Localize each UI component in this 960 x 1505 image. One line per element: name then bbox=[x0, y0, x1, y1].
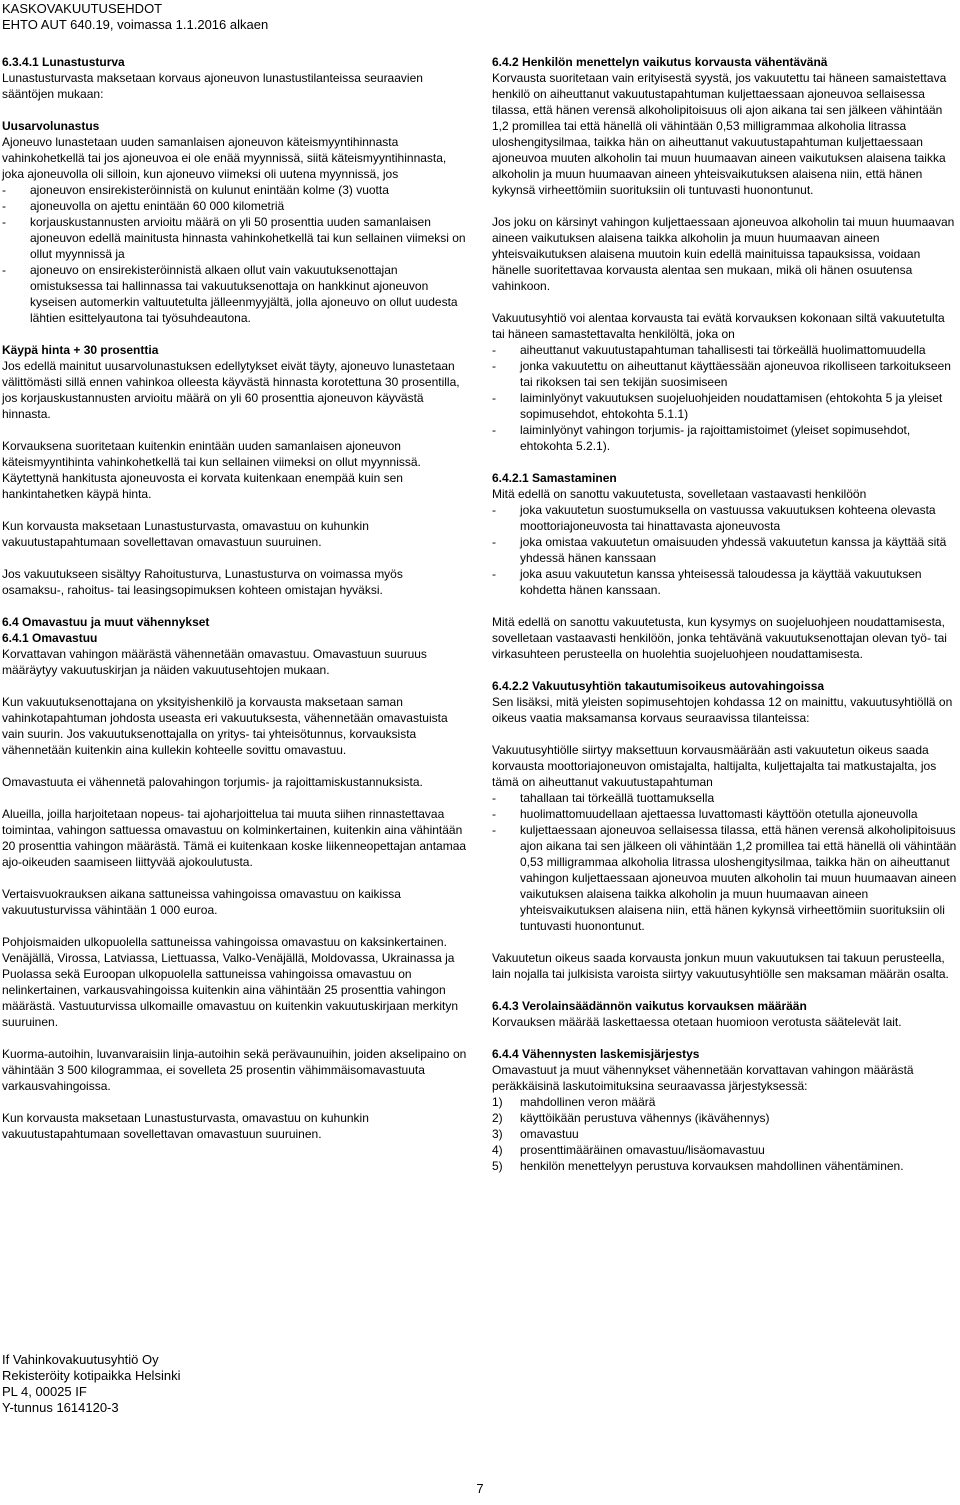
item-number: 5) bbox=[492, 1159, 503, 1173]
section-samastaminen bbox=[492, 470, 957, 598]
company-footer bbox=[2, 1352, 180, 1416]
list-item bbox=[492, 790, 957, 806]
paragraph: Mitä edellä on sanottu vakuutetusta, sovelletaan vastaavasti henkilöön bbox=[492, 487, 867, 501]
list-item-text: ajoneuvon ensirekisteröinnistä on kulunut enintään kolme (3) vuotta bbox=[30, 183, 389, 197]
dash-bullet: - bbox=[492, 391, 496, 405]
numbered-item bbox=[492, 1158, 957, 1174]
list-item bbox=[492, 806, 957, 822]
heading-kaypa-hinta: Käypä hinta + 30 prosenttia bbox=[2, 343, 159, 357]
item-text: mahdollinen veron määrä bbox=[520, 1095, 656, 1109]
list-item-text: joka vakuutetun suostumuksella on vastuussa vakuutuksen kohteena olevasta moottoriajoneuvosta tai hinattavasta ajoneuvosta bbox=[520, 503, 936, 533]
list-item-text: joka asuu vakuutetun kanssa yhteisessä taloudessa ja käyttää vakuutuksen kohdetta hänen kanssaan. bbox=[520, 567, 922, 597]
left-column bbox=[2, 54, 467, 1142]
list-item bbox=[492, 822, 957, 934]
document-header bbox=[2, 1, 268, 33]
section-laskemisjarjestys bbox=[492, 1046, 957, 1174]
section-takautumisoikeus bbox=[492, 678, 957, 726]
item-text: omavastuu bbox=[520, 1127, 579, 1141]
paragraph: Kun korvausta maksetaan Lunastusturvasta, omavastuu on kuhunkin vakuutustapahtumaan sovellettavan omavastuun suuruinen. bbox=[2, 519, 369, 549]
numbered-item bbox=[492, 1142, 957, 1158]
list-item-text: korjauskustannusten arvioitu määrä on yli 50 prosenttia uuden samanlaisen ajoneuvon edellä mainitusta hinnasta vahinkohetkellä tai kun sellainen viimeksi on ollut myynnissä ja bbox=[30, 215, 466, 261]
heading-henkilon-menettely: 6.4.2 Henkilön menettelyn vaikutus korvausta vähentävänä bbox=[492, 55, 828, 69]
company-domicile: Rekisteröity kotipaikka Helsinki bbox=[2, 1368, 181, 1383]
dash-bullet: - bbox=[492, 807, 496, 821]
document-version: EHTO AUT 640.19, voimassa 1.1.2016 alkaen bbox=[2, 17, 269, 32]
list-item-text: jonka vakuutettu on aiheuttanut käyttäessään ajoneuvoa rikolliseen tarkoitukseen tai rikoksen tai sen tekijän suosimiseen bbox=[520, 359, 951, 389]
heading-verolainsaadanto: 6.4.3 Verolainsäädännön vaikutus korvauksen määrään bbox=[492, 999, 807, 1013]
company-name: If Vahinkovakuutusyhtiö Oy bbox=[2, 1352, 159, 1367]
document-title: KASKOVAKUUTUSEHDOT bbox=[2, 1, 163, 16]
list-item-text: laiminlyönyt vahingon torjumis- ja rajoittamistoimet (yleiset sopimusehdot, ehtokohta 5.2.1). bbox=[520, 423, 911, 453]
list-item bbox=[492, 534, 957, 566]
item-text: henkilön menettelyyn perustuva korvauksen mahdollinen vähentäminen. bbox=[520, 1159, 904, 1173]
section-kaypa-hinta bbox=[2, 342, 467, 422]
paragraph: Kun korvausta maksetaan Lunastusturvasta, omavastuu on kuhunkin vakuutustapahtumaan sovellettavan omavastuun suuruinen. bbox=[2, 1111, 369, 1141]
dash-bullet: - bbox=[492, 567, 496, 581]
dash-bullet: - bbox=[2, 215, 6, 229]
paragraph: Omavastuuta ei vähennetä palovahingon torjumis- ja rajoittamiskustannuksista. bbox=[2, 775, 423, 789]
item-text: käyttöikään perustuva vähennys (ikävähennys) bbox=[520, 1111, 770, 1125]
paragraph: Alueilla, joilla harjoitetaan nopeus- tai ajoharjoittelua tai muuta siihen rinnastettavaa toimintaa, vahingon sattuessa omavastuu on kolminkertainen, kuitenkin aina vähintään 20 prosenttia vahingon määrästä. Tämä ei kuitenkaan koske liikenneopettajan antamaa ajo-oikeuden saamiseen liittyvää ajokoulutusta. bbox=[2, 807, 467, 869]
paragraph: Vertaisvuokrauksen aikana sattuneissa vahingoissa omavastuu on kaikissa vakuutusturvissa vähintään 1 000 euroa. bbox=[2, 887, 401, 917]
dash-bullet: - bbox=[492, 343, 496, 357]
paragraph: Vakuutusyhtiö voi alentaa korvausta tai evätä korvauksen kokonaan siltä vakuutetulta tai häneen samastettavalta henkilöltä, joka on bbox=[492, 311, 945, 341]
item-text: prosenttimääräinen omavastuu/lisäomavastuu bbox=[520, 1143, 765, 1157]
list-item bbox=[492, 422, 957, 454]
list-item bbox=[2, 262, 467, 326]
heading-samastaminen: 6.4.2.1 Samastaminen bbox=[492, 471, 617, 485]
list-item bbox=[492, 502, 957, 534]
dash-bullet: - bbox=[492, 535, 496, 549]
list-item-text: huolimattomuudellaan ajettaessa luvattomasti käyttöön otetulla ajoneuvolla bbox=[520, 807, 918, 821]
dash-bullet: - bbox=[492, 791, 496, 805]
numbered-item bbox=[492, 1094, 957, 1110]
item-number: 1) bbox=[492, 1095, 503, 1109]
item-number: 3) bbox=[492, 1127, 503, 1141]
heading-laskemisjarjestys: 6.4.4 Vähennysten laskemisjärjestys bbox=[492, 1047, 700, 1061]
dash-bullet: - bbox=[492, 503, 496, 517]
paragraph: Kun vakuutuksenottajana on yksityishenkilö ja korvausta maksetaan saman vahinkotapahtuman johdosta useasta eri vakuutuksesta, vähennetään omavastuista vain suurin. Jos vakuutuksenottajalla on yritys- tai yhteisötunnus, korvauksista vähennetään kuitenkin aina kullekin kohteelle sovittu omavastuu. bbox=[2, 695, 448, 757]
list-item bbox=[492, 358, 957, 390]
dash-bullet: - bbox=[2, 183, 6, 197]
right-column bbox=[492, 54, 957, 1174]
heading-uusarvolunastus: Uusarvolunastus bbox=[2, 119, 100, 133]
numbered-item bbox=[492, 1126, 957, 1142]
paragraph: Vakuutetun oikeus saada korvausta jonkun muun vakuutuksen tai takuun perusteella, lain nojalla tai julkisista varoista siirtyy vakuutusyhtiölle sen maksaman määrän osalta. bbox=[492, 951, 949, 981]
section-verolainsaadanto bbox=[492, 998, 957, 1030]
paragraph: Ajoneuvo lunastetaan uuden samanlaisen ajoneuvon käteismyyntihinnasta vahinkohetkellä tai jos ajoneuvoa ei ole enää myynnissä, siitä käteismyyntihinnasta, joka ajoneuvolla oli silloin, kun ajoneuvo viimeksi oli uutena myynnissä, jos bbox=[2, 135, 447, 181]
paragraph: Pohjoismaiden ulkopuolella sattuneissa vahingoissa omavastuu on kaksinkertainen. Venäjällä, Virossa, Latviassa, Liettuassa, Valko-Venäjällä, Moldovassa, Ukrainassa ja Puolassa sekä Euroopan ulkopuolella sattuneissa vahingoissa omavastuu on nelinkertainen, varkausvahingoissa kuitenkin aina vähintään 25 prosenttia vahingon määrästä. Vastuuturvissa ulkomaille omavastuu on kuitenkin vakuutuskirjaan merkityn suuruinen. bbox=[2, 935, 458, 1029]
paragraph: Omavastuut ja muut vähennykset vähennetään korvattavan vahingon määrästä peräkkäisinä laskutoimituksina seuraavassa järjestyksessä: bbox=[492, 1063, 914, 1093]
paragraph: Mitä edellä on sanottu vakuutetusta, kun kysymys on suojeluohjeen noudattamisesta, sovelletaan vastaavasti henkilöön, jonka tehtävänä vakuutuksenottajan olevan työ- tai virkasuhteen perusteella on huolehtia suojeluohjeen noudattamisesta. bbox=[492, 615, 947, 661]
company-address: PL 4, 00025 IF bbox=[2, 1384, 87, 1399]
list-item-text: ajoneuvolla on ajettu enintään 60 000 kilometriä bbox=[30, 199, 285, 213]
section-alentaminen bbox=[492, 310, 957, 454]
list-item bbox=[492, 390, 957, 422]
paragraph: Korvauksen määrää laskettaessa otetaan huomioon verotusta säätelevät lait. bbox=[492, 1015, 902, 1029]
section-lunastusturva bbox=[2, 54, 467, 102]
company-business-id: Y-tunnus 1614120-3 bbox=[2, 1400, 119, 1415]
paragraph: Jos joku on kärsinyt vahingon kuljettaessaan ajoneuvoa alkoholin tai muun huumaavan aineen vaikutuksen alaisena taikka alkoholin ja muun huumaavan aineen yhteisvaikutuksen alaisena muutoin kuin edellä mainituissa tapauksissa, voidaan hänelle suoritettavaa korvausta alentaa sen mukaan, mikä oli hänen osuutensa vahinkoon. bbox=[492, 215, 955, 293]
list-item bbox=[2, 214, 467, 262]
paragraph: Vakuutusyhtiölle siirtyy maksettuun korvausmäärään asti vakuutetun oikeus saada korvausta moottoriajoneuvon omistajalta, haltijalta, kuljettajalta tai matkustajalta, jos tämä on aiheuttanut vakuutustapahtuman bbox=[492, 743, 937, 789]
paragraph: Jos vakuutukseen sisältyy Rahoitusturva, Lunastusturva on voimassa myös osamaksu-, rahoitus- tai leasingsopimuksen kohteen omistajan hyväksi. bbox=[2, 567, 403, 597]
dash-bullet: - bbox=[492, 359, 496, 373]
heading-takautumisoikeus: 6.4.2.2 Vakuutusyhtiön takautumisoikeus autovahingoissa bbox=[492, 679, 825, 693]
paragraph: Lunastusturvasta maksetaan korvaus ajoneuvon lunastustilanteissa seuraavien sääntöjen mukaan: bbox=[2, 71, 423, 101]
item-number: 2) bbox=[492, 1111, 503, 1125]
list-item-text: kuljettaessaan ajoneuvoa sellaisessa tilassa, että hänen verensä alkoholipitoisuus ajon aikana tai sen jälkeen oli vähintään 1,2 promillea tai että hänellä oli vähintään 0,53 milligrammaa alkoholia litrassa uloshengitysilmaa, taikka hän on aiheuttanut vahingon kuljettaessaan ajoneuvoa muuten alkoholin tai muun huumaavan aineen vaikutuksen alaisena taikka alkoholin ja muun huumaavan aineen yhteisvaikutuksen alaisena niin, että hänen kykynsä virheettömiin suorituksiin oli tuntuvasti huonontunut. bbox=[520, 823, 957, 933]
item-number: 4) bbox=[492, 1143, 503, 1157]
dash-bullet: - bbox=[492, 823, 496, 837]
list-item-text: laiminlyönyt vakuutuksen suojeluohjeiden noudattamisen (ehtokohta 5 ja yleiset sopimusehdot, ehtokohta 5.1.1) bbox=[520, 391, 943, 421]
section-henkilon-menettely bbox=[492, 54, 957, 198]
heading-omavastuu-ja-vahennykset: 6.4 Omavastuu ja muut vähennykset bbox=[2, 615, 210, 629]
heading-omavastuu: 6.4.1 Omavastuu bbox=[2, 631, 98, 645]
list-item bbox=[492, 342, 957, 358]
section-omavastuu bbox=[2, 614, 467, 678]
list-item-text: joka omistaa vakuutetun omaisuuden yhdessä vakuutetun kanssa ja käyttää sitä yhdessä hänen kanssaan bbox=[520, 535, 947, 565]
paragraph: Sen lisäksi, mitä yleisten sopimusehtojen kohdassa 12 on mainittu, vakuutusyhtiöllä on oikeus vaatia maksamansa korvaus seuraavissa tilanteissa: bbox=[492, 695, 953, 725]
list-item bbox=[2, 182, 467, 198]
heading-lunastusturva: 6.3.4.1 Lunastusturva bbox=[2, 55, 125, 69]
list-item bbox=[2, 198, 467, 214]
paragraph: Kuorma-autoihin, luvanvaraisiin linja-autoihin sekä perävaunuihin, joiden akselipaino on vähintään 3 500 kilogrammaa, ei sovelleta 25 prosentin vähimmäisomavastuuta varkausvahingoissa. bbox=[2, 1047, 467, 1093]
paragraph: Jos edellä mainitut uusarvolunastuksen edellytykset eivät täyty, ajoneuvo lunastetaan välittömästi sillä ennen vahinkoa olleesta käyvästä hinnasta korotettuna 30 prosentilla, jos korjauskustannusten arvioitu määrä on yli 60 prosenttia ajoneuvon käyvästä hinnasta. bbox=[2, 359, 460, 421]
page-number: 7 bbox=[476, 1481, 484, 1496]
dash-bullet: - bbox=[2, 263, 6, 277]
list-item bbox=[492, 566, 957, 598]
list-item-text: ajoneuvo on ensirekisteröinnistä alkaen ollut vain vakuutuksenottajan omistuksessa tai hallinnassa tai vakuutuksenottaja on hankkinut ajoneuvon kyseisen automerkin valtuutetulta jälleenmyyjältä, jolla ajoneuvo on ollut uudesta lähtien esittelyautona tai työsuhdeautona. bbox=[30, 263, 458, 325]
list-item-text: tahallaan tai törkeällä tuottamuksella bbox=[520, 791, 715, 805]
dash-bullet: - bbox=[492, 423, 496, 437]
list-item-text: aiheuttanut vakuutustapahtuman tahallisesti tai törkeällä huolimattomuudella bbox=[520, 343, 926, 357]
numbered-item bbox=[492, 1110, 957, 1126]
paragraph: Korvausta suoritetaan vain erityisestä syystä, jos vakuutettu tai häneen samaistettava henkilö on aiheuttanut vakuutustapahtuman kuljettaessaan ajoneuvoa sellaisessa tilassa, että hänen verensä alkoholipitoisuus oli ajon aikana tai sen jälkeen vähintään 1,2 promillea tai että hänellä oli vähintään 0,53 milligrammaa alkoholia litrassa uloshengitysilmaa, taikka hän on aiheuttanut vakuutustapahtuman kuljettaessaan ajoneuvoa muuten alkoholin tai muun huumaavan aineen vaikutuksen alaisena taikka alkoholin ja muun huumaavan aineen yhteisvaikutuksen alaisena niin, että hänen kykynsä virheettömiin suorituksiin oli tuntuvasti huonontunut. bbox=[492, 71, 947, 197]
paragraph: Korvattavan vahingon määrästä vähennetään omavastuu. Omavastuun suuruus määräytyy vakuutuskirjan ja näiden vakuutusehtojen mukaan. bbox=[2, 647, 427, 677]
dash-bullet: - bbox=[2, 199, 6, 213]
paragraph: Korvauksena suoritetaan kuitenkin enintään uuden samanlaisen ajoneuvon käteismyyntihinta vahinkohetkellä tai kun sellainen viimeksi on ollut myynnissä. Käytettynä hankitusta ajoneuvosta ei korvata kuitenkaan enempää kuin sen hankintahetken käypä hinta. bbox=[2, 439, 421, 501]
section-siirtyva-oikeus bbox=[492, 742, 957, 934]
section-uusarvolunastus bbox=[2, 118, 467, 326]
